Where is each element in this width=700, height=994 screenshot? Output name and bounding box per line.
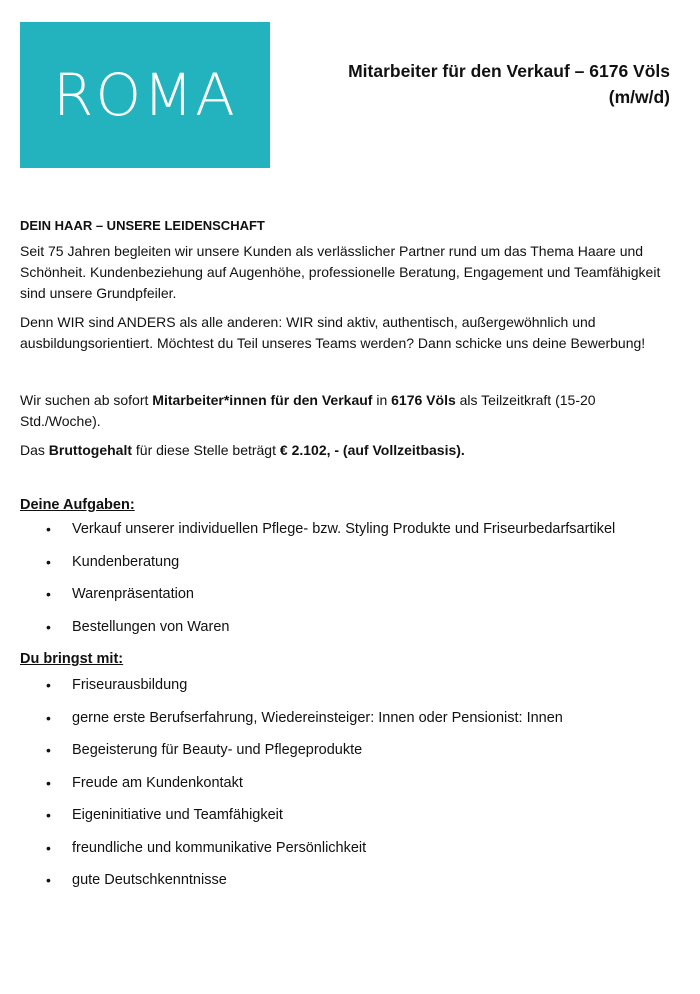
offer-position: Mitarbeiter*innen für den Verkauf xyxy=(152,392,373,408)
task-item xyxy=(20,552,680,572)
task-item-text: Verkauf unserer individuellen Pflege- bzw. Styling Produkte und Friseurbedarfsartikel xyxy=(72,521,616,537)
requirements-title: Du bringst mit: xyxy=(20,651,124,667)
tasks-title: Deine Aufgaben: xyxy=(20,497,135,513)
bullet-icon: • xyxy=(46,742,51,758)
requirement-item xyxy=(20,708,680,728)
requirement-item-text: gute Deutschkenntnisse xyxy=(72,872,227,888)
job-title-line-2: (m/w/d) xyxy=(608,87,670,107)
bullet-icon: • xyxy=(46,553,51,570)
task-item xyxy=(20,519,680,539)
requirement-item xyxy=(20,805,680,825)
intro-heading: DEIN HAAR – UNSERE LEIDENSCHAFT xyxy=(20,218,265,233)
bullet-icon: • xyxy=(46,677,51,693)
requirement-item xyxy=(20,838,680,858)
salary-label: Bruttogehalt xyxy=(48,442,133,458)
bullet-icon: • xyxy=(46,774,51,791)
intro-paragraph-1: Seit 75 Jahren begleiten wir unsere Kunden als verlässlicher Partner rund um das Thema Haare und Schönheit. Kundenbeziehung auf Augenhöhe, professionelle Beratung, Engagement und Teamfähigkeit sind unsere Grundpfeiler. xyxy=(20,243,661,301)
requirement-item xyxy=(20,870,680,890)
offer-text: in xyxy=(372,392,392,408)
bullet-icon: • xyxy=(46,807,51,823)
offer-paragraph xyxy=(20,390,680,432)
job-title xyxy=(280,58,670,110)
offer-location: 6176 Völs xyxy=(391,392,456,408)
task-item-text: Kundenberatung xyxy=(72,553,180,570)
requirement-item-text: Eigeninitiative und Teamfähigkeit xyxy=(72,807,283,823)
bullet-icon: • xyxy=(46,521,51,537)
requirement-item xyxy=(20,773,680,793)
salary-text: für diese Stelle beträgt xyxy=(132,442,280,458)
logo-text: ROMA xyxy=(53,61,237,129)
requirement-item xyxy=(20,740,680,760)
salary-paragraph xyxy=(20,440,680,461)
task-item-text: Warenpräsentation xyxy=(72,586,194,602)
requirement-item-text: Friseurausbildung xyxy=(72,677,188,693)
job-title-line-1: Mitarbeiter für den Verkauf – 6176 Völs xyxy=(348,61,670,81)
requirement-item-text: Begeisterung für Beauty- und Pflegeprodukte xyxy=(72,742,363,758)
offer-text: als Teilzeitkraft (15-20 Std./Woche). xyxy=(20,392,596,429)
roma-logo xyxy=(20,22,270,168)
task-item xyxy=(20,617,680,637)
bullet-icon: • xyxy=(46,586,51,602)
requirement-item-text: gerne erste Berufserfahrung, Wiedereinsteiger: Innen oder Pensionist: Innen xyxy=(72,709,563,726)
bullet-icon: • xyxy=(46,709,51,726)
bullet-icon: • xyxy=(46,839,51,856)
requirement-item-text: freundliche und kommunikative Persönlichkeit xyxy=(72,839,367,856)
offer-text: Wir suchen ab sofort xyxy=(20,392,153,408)
document-body xyxy=(20,218,680,903)
bullet-icon: • xyxy=(46,872,51,888)
task-item-text: Bestellungen von Waren xyxy=(72,618,230,635)
task-item xyxy=(20,584,680,604)
intro-paragraph-2: Denn WIR sind ANDERS als alle anderen: WIR sind aktiv, authentisch, außergewöhnlich und ausbildungsorientiert. Möchtest du Teil unseres Teams werden? Dann schicke uns deine Bewerbung! xyxy=(20,314,646,351)
tasks-list xyxy=(20,519,680,637)
requirement-item xyxy=(20,675,680,695)
requirements-list xyxy=(20,675,680,890)
requirement-item-text: Freude am Kundenkontakt xyxy=(72,774,243,791)
salary-amount: € 2.102, - (auf Vollzeitbasis). xyxy=(279,442,465,458)
bullet-icon: • xyxy=(46,618,51,635)
salary-text: Das xyxy=(20,442,49,458)
